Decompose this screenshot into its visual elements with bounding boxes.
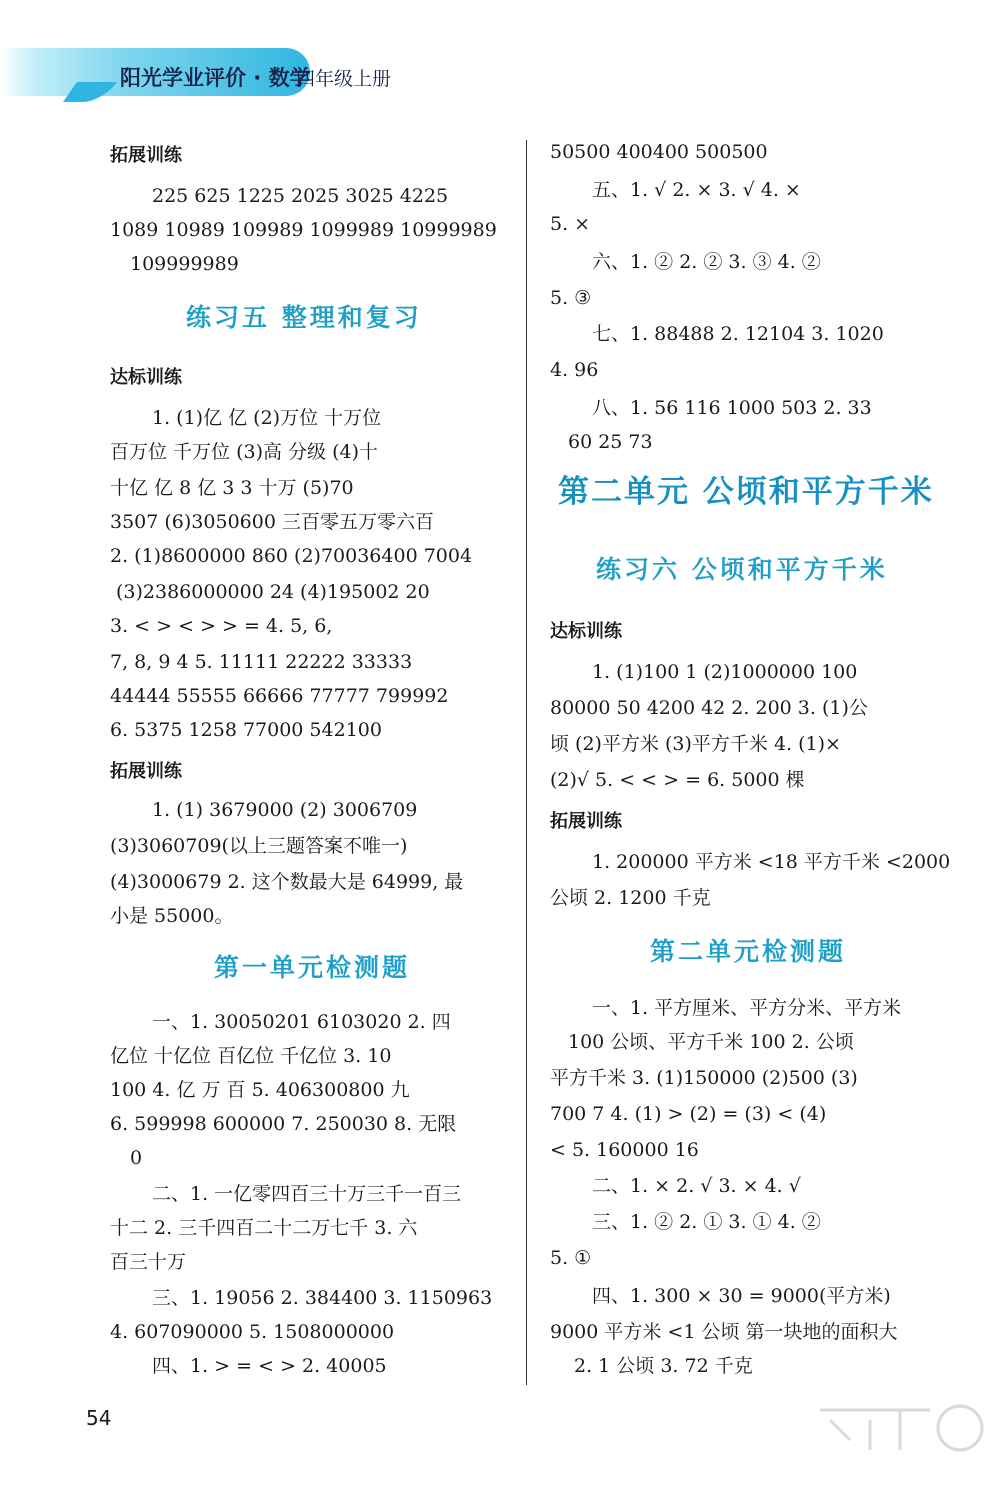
- answer-line: 三、1. 19056 2. 384400 3. 1150963: [152, 1287, 493, 1309]
- answer-line: (2)√ 5. < < > = 6. 5000 棵: [550, 769, 805, 791]
- watermark-logo: [810, 1398, 990, 1484]
- answer-line: 44444 55555 66666 77777 799992: [110, 685, 449, 707]
- book-title: 阳光学业评价 · 数学: [120, 66, 311, 90]
- answer-line: 小是 55000。: [110, 905, 234, 927]
- answer-line: 五、1. √ 2. × 3. √ 4. ×: [592, 179, 801, 201]
- answer-line: (3)3060709(以上三题答案不唯一): [110, 835, 408, 857]
- answer-line: 3. < > < > > = 4. 5, 6,: [110, 615, 333, 637]
- answer-line: 一、1. 平方厘米、平方分米、平方米: [592, 997, 902, 1019]
- answer-line: 100 公顷、平方千米 100 2. 公顷: [568, 1031, 854, 1053]
- column-divider: [526, 140, 527, 1385]
- page-number: 54: [86, 1406, 112, 1430]
- answer-line: 1. (1) 3679000 (2) 3006709: [152, 799, 418, 821]
- answer-line: 80000 50 4200 42 2. 200 3. (1)公: [550, 697, 868, 719]
- answer-line: 百万位 千万位 (3)高 分级 (4)十: [110, 441, 378, 463]
- answer-line: 1089 10989 109989 1099989 10999989: [110, 219, 497, 241]
- answer-line: 5. ③: [550, 287, 592, 309]
- answer-line: 2. 1 公顷 3. 72 千克: [574, 1355, 753, 1377]
- answer-line: 109999989: [130, 253, 239, 275]
- section-heading: 第一单元检测题: [214, 953, 411, 982]
- subsection-heading: 拓展训练: [550, 811, 622, 832]
- answer-line: 二、1. × 2. √ 3. × 4. √: [592, 1175, 801, 1197]
- answer-line: 1. (1)100 1 (2)1000000 100: [592, 661, 858, 683]
- answer-line: 四、1. > = < > 2. 40005: [152, 1355, 387, 1377]
- answer-line: 6. 5375 1258 77000 542100: [110, 719, 382, 741]
- answer-line: 4. 607090000 5. 1508000000: [110, 1321, 395, 1343]
- answer-line: 四、1. 300 × 30 = 9000(平方米): [592, 1285, 891, 1307]
- answer-line: 5. ①: [550, 1247, 592, 1269]
- answer-line: 1. 200000 平方米 <18 平方千米 <2000: [592, 851, 951, 873]
- unit-heading: 第二单元 公顷和平方千米: [558, 474, 934, 510]
- answer-line: 六、1. ② 2. ② 3. ③ 4. ②: [592, 251, 821, 273]
- answer-line: 公顷 2. 1200 千克: [550, 887, 711, 909]
- answer-line: 50500 400400 500500: [550, 141, 768, 163]
- answer-line: 6. 599998 600000 7. 250030 8. 无限: [110, 1113, 457, 1135]
- grade-label: 四年级上册: [296, 68, 392, 90]
- answer-line: 60 25 73: [568, 431, 653, 453]
- subsection-heading: 拓展训练: [110, 761, 182, 782]
- answer-line: 2. (1)8600000 860 (2)70036400 7004: [110, 545, 473, 567]
- answer-line: 5. ×: [550, 213, 591, 235]
- answer-line: 亿位 十亿位 百亿位 千亿位 3. 10: [110, 1045, 392, 1067]
- answer-line: 3507 (6)3050600 三百零五万零六百: [110, 511, 434, 533]
- answer-line: 二、1. 一亿零四百三十万三千一百三: [152, 1183, 462, 1205]
- answer-line: 七、1. 88488 2. 12104 3. 1020: [592, 323, 884, 345]
- answer-line: 十亿 亿 8 亿 3 3 十万 (5)70: [110, 477, 354, 499]
- answer-line: (4)3000679 2. 这个数最大是 64999, 最: [110, 871, 464, 893]
- answer-line: 一、1. 30050201 6103020 2. 四: [152, 1011, 451, 1033]
- subsection-heading: 达标训练: [550, 621, 622, 642]
- answer-line: 十二 2. 三千四百二十二万七千 3. 六: [110, 1217, 418, 1239]
- answer-line: 4. 96: [550, 359, 599, 381]
- answer-line: 9000 平方米 <1 公顷 第一块地的面积大: [550, 1321, 898, 1343]
- subsection-heading: 达标训练: [110, 367, 182, 388]
- answer-line: 700 7 4. (1) > (2) = (3) < (4): [550, 1103, 827, 1125]
- answer-line: 225 625 1225 2025 3025 4225: [152, 185, 449, 207]
- answer-line: 百三十万: [110, 1251, 187, 1273]
- answer-line: 0: [130, 1147, 143, 1169]
- answer-line: < 5. 160000 16: [550, 1139, 699, 1161]
- subsection-heading: 拓展训练: [110, 145, 182, 166]
- section-heading: 练习六 公顷和平方千米: [596, 555, 888, 584]
- section-heading: 练习五 整理和复习: [186, 303, 422, 332]
- answer-line: 三、1. ② 2. ① 3. ① 4. ②: [592, 1211, 821, 1233]
- answer-line: 平方千米 3. (1)150000 (2)500 (3): [550, 1067, 858, 1089]
- answer-line: (3)2386000000 24 (4)195002 20: [116, 581, 430, 603]
- answer-line: 1. (1)亿 亿 (2)万位 十万位: [152, 407, 382, 429]
- section-heading: 第二单元检测题: [650, 937, 847, 966]
- answer-line: 顷 (2)平方米 (3)平方千米 4. (1)×: [550, 733, 841, 755]
- answer-line: 100 4. 亿 万 百 5. 406300800 九: [110, 1079, 410, 1101]
- answer-line: 八、1. 56 116 1000 503 2. 33: [592, 397, 872, 419]
- answer-line: 7, 8, 9 4 5. 11111 22222 33333: [110, 651, 413, 673]
